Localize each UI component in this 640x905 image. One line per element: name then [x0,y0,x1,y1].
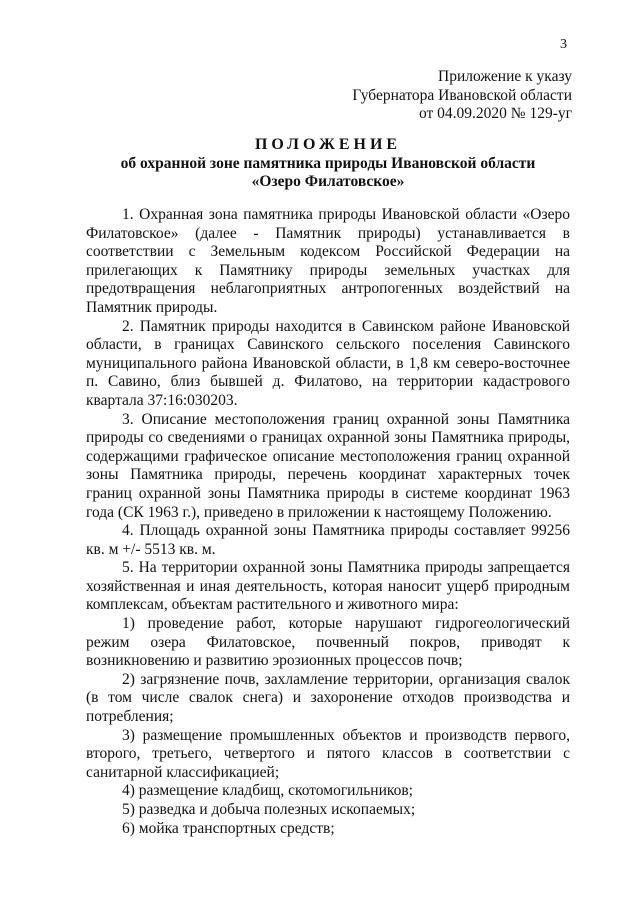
appendix-line-2: Губернатора Ивановской области [352,86,572,104]
title-subtitle-2: «Озеро Филатовское» [251,173,405,191]
document-body [86,206,570,838]
list-item-4: 4) размещение кладбищ, скотомогильников; [122,782,413,800]
list-item-6: 6) мойка транспортных средств; [122,819,335,837]
paragraph-3: 3. Описание местоположения границ охранной зоны Памятника природы со сведениями о границах охранной зоны Памятника природы, содержащими графическое описание местоположения границ охранной зоны Памятника природы, перечень координат характерных точек границ охранной зоны Памятника природы в системе координат 1963 года (СК 1963 г.), приведено в приложении к настоящему Положению. [86,410,570,521]
title-main: ПОЛОЖЕНИЕ [254,136,402,153]
list-item-3: 3) размещение промышленных объектов и производств первого, второго, третьего, четвертого и пятого классов в соответствии с санитарной классификацией; [86,726,570,781]
appendix-header [352,68,572,124]
list-item-1: 1) проведение работ, которые нарушают гидрогеологический режим озера Филатовское, почвенный покров, приводят к возникновению и развитию эрозионных процессов почв; [86,615,570,670]
document-title [86,136,570,192]
list-item-2: 2) загрязнение почв, захламление территории, организация свалок (в том числе свалок снега) и захоронение отходов производства и потребления; [86,670,570,726]
paragraph-2: 2. Памятник природы находится в Савинском районе Ивановской области, в границах Савинского сельского поселения Савинского муниципального района Ивановской области, в 1,8 км северо-восточнее п. Савино, близ бывшей д. Филатово, на территории кадастрового квартала 37:16:030203. [86,317,570,409]
paragraph-1: 1. Охранная зона памятника природы Ивановской области «Озеро Филатовское» (далее - Памятник природы) устанавливается в соответствии с Земельным кодексом Российской Федерации на прилегающих к Памятнику природы земельных участках для предотвращения неблагоприятных антропогенных воздействий на Памятник природы. [86,206,570,316]
title-subtitle-1: об охранной зоне памятника природы Ивановской области [120,154,536,172]
appendix-line-1: Приложение к указу [438,68,572,85]
list-item-5: 5) разведка и добыча полезных ископаемых; [122,801,416,818]
paragraph-5: 5. На территории охранной зоны Памятника природы запрещается хозяйственная и иная деятельность, которая наносит ущерб природным комплексам, объектам растительного и животного мира: [86,559,570,614]
page-number: 3 [560,37,567,52]
appendix-line-3: от 04.09.2020 № 129-уг [418,105,572,123]
paragraph-4: 4. Площадь охранной зоны Памятника природы составляет 99256 кв. м +/- 5513 кв. м. [86,522,570,558]
